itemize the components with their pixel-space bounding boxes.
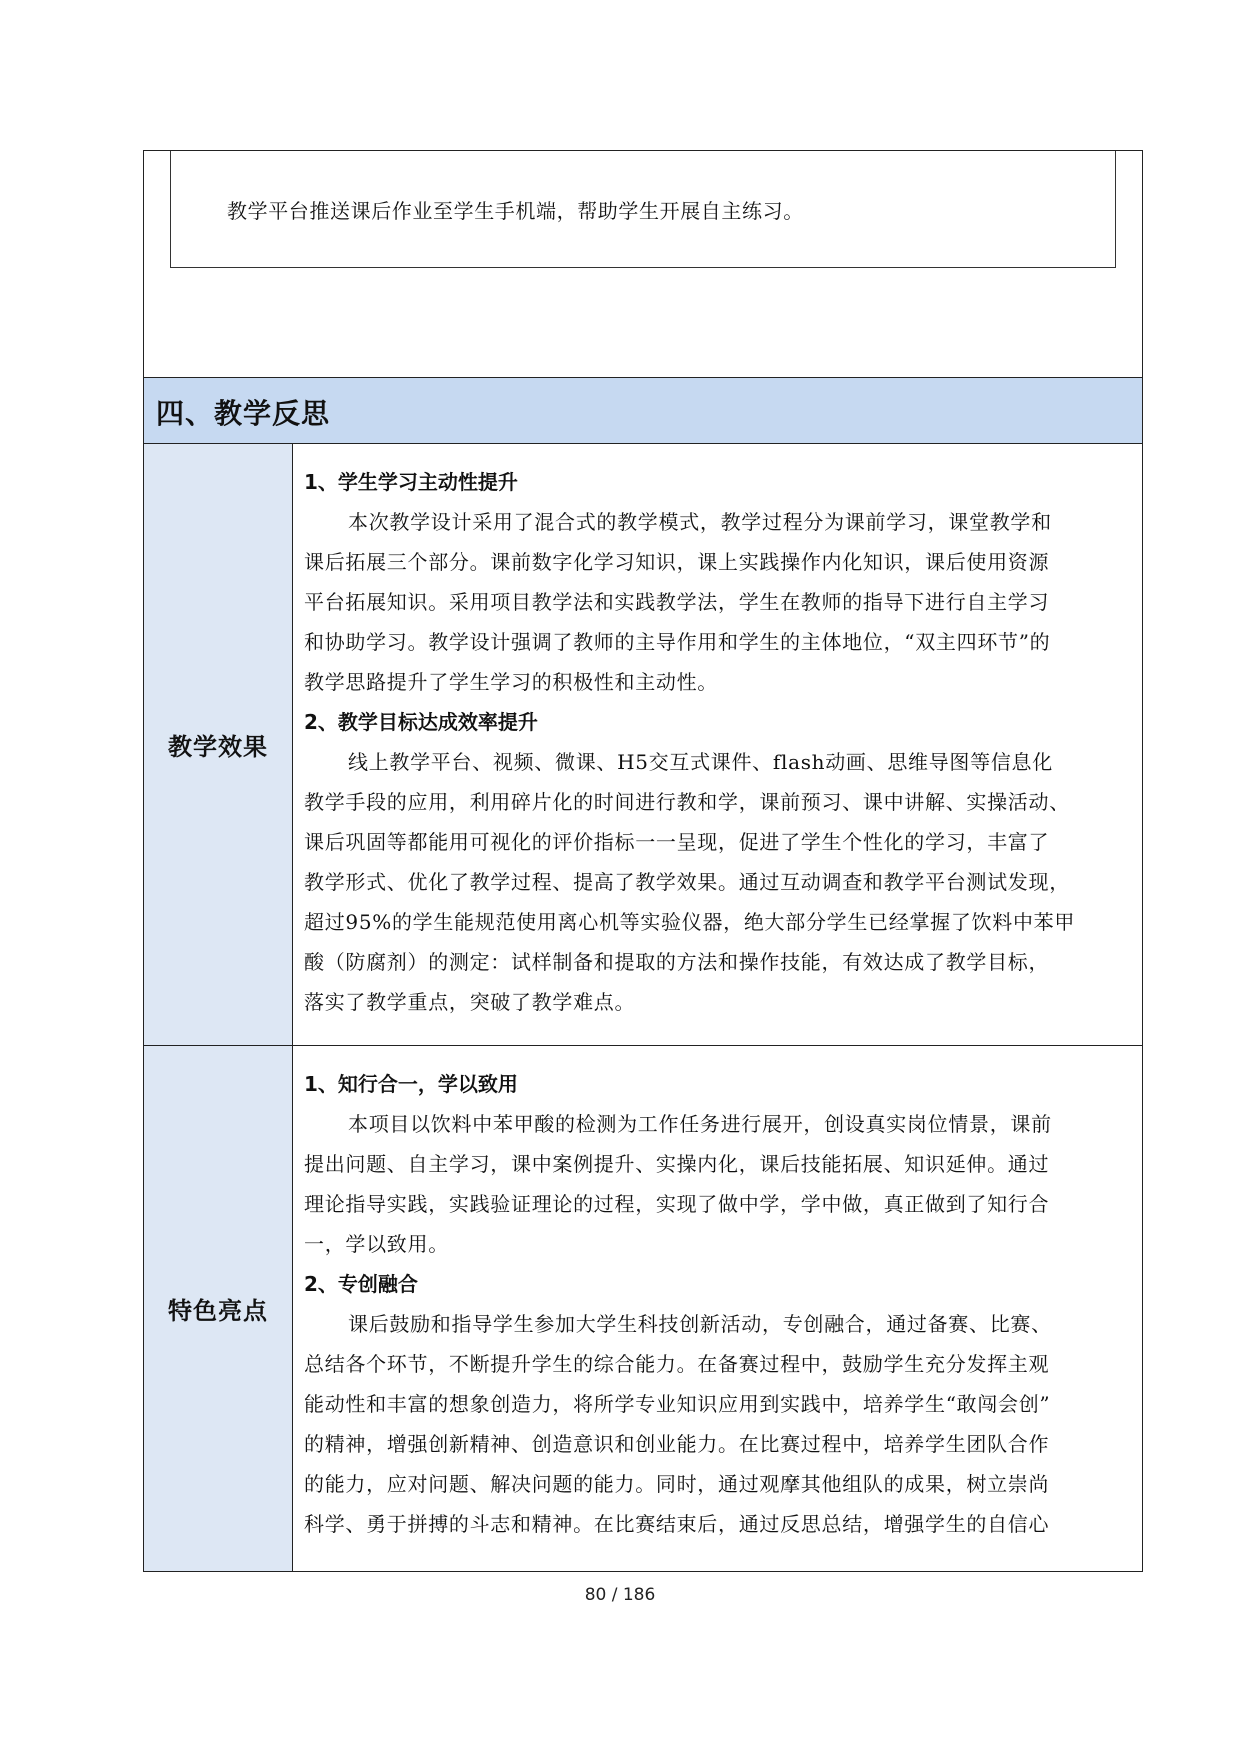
row-label: 教学效果 bbox=[168, 733, 268, 761]
paragraph-line: 的能力，应对问题、解决问题的能力。同时，通过观摩其他组队的成果，树立崇尚 bbox=[304, 1472, 1050, 1496]
row-content bbox=[294, 444, 1142, 1045]
paragraph-line: 一，学以致用。 bbox=[304, 1232, 449, 1256]
homework-text: 教学平台推送课后作业至学生手机端，帮助学生开展自主练习。 bbox=[227, 199, 804, 223]
paragraph-line: 和协助学习。教学设计强调了教师的主导作用和学生的主体地位，“双主四环节”的 bbox=[304, 630, 1051, 654]
paragraph-line: 酸（防腐剂）的测定：试样制备和提取的方法和操作技能，有效达成了教学目标， bbox=[304, 950, 1050, 974]
row-label-cell bbox=[144, 444, 293, 1045]
homework-row bbox=[144, 151, 1142, 378]
paragraph-line: 教学形式、优化了教学过程、提高了教学效果。通过互动调查和教学平台测试发现， bbox=[304, 870, 1070, 894]
paragraph-line: 能动性和丰富的想象创造力，将所学专业知识应用到实践中，培养学生“敢闯会创” bbox=[304, 1392, 1051, 1416]
subsection-heading: 2、专创融合 bbox=[304, 1272, 418, 1296]
paragraph-line: 科学、勇于拼搏的斗志和精神。在比赛结束后，通过反思总结，增强学生的自信心 bbox=[304, 1512, 1050, 1536]
section-header bbox=[144, 378, 1142, 444]
paragraph-line: 线上教学平台、视频、微课、H5交互式课件、flash动画、思维导图等信息化 bbox=[348, 750, 1053, 774]
paragraph-line: 本次教学设计采用了混合式的教学模式，教学过程分为课前学习，课堂教学和 bbox=[348, 510, 1052, 534]
subsection-heading: 1、知行合一，学以致用 bbox=[304, 1072, 518, 1096]
homework-text-box bbox=[170, 151, 1116, 268]
section-title: 四、教学反思 bbox=[156, 397, 331, 430]
row-label: 特色亮点 bbox=[168, 1297, 268, 1325]
paragraph-line: 教学思路提升了学生学习的积极性和主动性。 bbox=[304, 670, 718, 694]
paragraph-line: 总结各个环节，不断提升学生的综合能力。在备赛过程中，鼓励学生充分发挥主观 bbox=[304, 1352, 1050, 1376]
paragraph-line: 提出问题、自主学习，课中案例提升、实操内化，课后技能拓展、知识延伸。通过 bbox=[304, 1152, 1050, 1176]
paragraph-line: 课后巩固等都能用可视化的评价指标一一呈现，促进了学生个性化的学习，丰富了 bbox=[304, 830, 1050, 854]
row-label-cell bbox=[144, 1046, 293, 1571]
paragraph-line: 教学手段的应用，利用碎片化的时间进行教和学，课前预习、课中讲解、实操活动、 bbox=[304, 790, 1070, 814]
paragraph-line: 平台拓展知识。采用项目教学法和实践教学法，学生在教师的指导下进行自主学习 bbox=[304, 590, 1050, 614]
paragraph-line: 课后拓展三个部分。课前数字化学习知识，课上实践操作内化知识，课后使用资源 bbox=[304, 550, 1050, 574]
subsection-heading: 2、教学目标达成效率提升 bbox=[304, 710, 538, 734]
row-content bbox=[294, 1046, 1142, 1571]
paragraph-line: 的精神，增强创新精神、创造意识和创业能力。在比赛过程中，培养学生团队合作 bbox=[304, 1432, 1050, 1456]
subsection-heading: 1、学生学习主动性提升 bbox=[304, 470, 518, 494]
paragraph-line: 落实了教学重点，突破了教学难点。 bbox=[304, 990, 636, 1014]
page-number: 80 / 186 bbox=[584, 1585, 656, 1605]
paragraph-line: 本项目以饮料中苯甲酸的检测为工作任务进行展开，创设真实岗位情景，课前 bbox=[348, 1112, 1052, 1136]
reflection-table bbox=[143, 150, 1143, 1572]
paragraph-line: 理论指导实践，实践验证理论的过程，实现了做中学，学中做，真正做到了知行合 bbox=[304, 1192, 1050, 1216]
paragraph-line: 超过95%的学生能规范使用离心机等实验仪器，绝大部分学生已经掌握了饮料中苯甲 bbox=[304, 910, 1076, 934]
paragraph-line: 课后鼓励和指导学生参加大学生科技创新活动，专创融合，通过备赛、比赛、 bbox=[348, 1312, 1052, 1336]
teaching-effect-row bbox=[144, 444, 1142, 1046]
highlights-row bbox=[144, 1046, 1142, 1571]
